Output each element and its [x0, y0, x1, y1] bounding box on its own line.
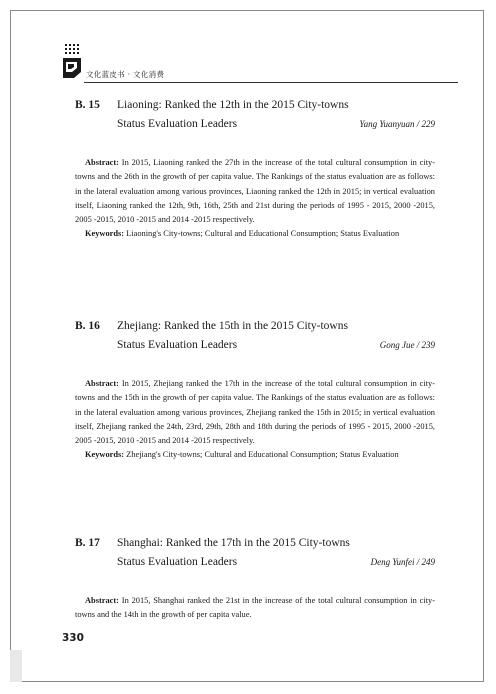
entry-keywords	[75, 227, 435, 241]
toc-entry	[75, 99, 435, 242]
keywords-label: Keywords:	[85, 229, 125, 239]
page-edge-tab	[10, 650, 22, 682]
entry-title-continued: Status Evaluation Leaders	[117, 339, 238, 351]
keywords-text: Zhejiang's City-towns; Cultural and Educational Consumption; Status Evaluation	[124, 450, 399, 460]
entry-number: B. 15	[75, 99, 100, 111]
entry-heading	[75, 99, 435, 143]
keywords-label: Keywords:	[85, 450, 125, 460]
entry-number: B. 17	[75, 537, 100, 549]
series-title: 文化蓝皮书 · 文化消费	[86, 70, 165, 79]
entry-author-page: Yang Yuanyuan / 229	[359, 119, 435, 129]
running-header	[60, 42, 440, 88]
entry-heading	[75, 320, 435, 364]
abstract-label: Abstract:	[85, 596, 119, 605]
entry-keywords	[75, 448, 435, 462]
header-divider	[84, 82, 458, 83]
abstract-label: Abstract:	[85, 379, 119, 388]
page-number: 330	[62, 632, 84, 644]
entry-heading	[75, 537, 435, 581]
book-logo-icon	[60, 42, 86, 80]
abstract-text: In 2015, Liaoning ranked the 27th in the increase of the total cultural consumption in city-towns and the 26th in the growth of per capita value. The Rankings of the status evaluation are as follows: in the lateral evaluation among various provinces, Liaoning ranked the 12th in 2015; in vertical evaluation itself, Liaoning ranked the 12th, 9th, 16th, 25th and 21st during the periods of 1995 - 2015, 2000 -2015, 2005 -2015, 2010 -2015 and 2014 -2015 respectively.	[75, 158, 435, 225]
entry-author-page: Deng Yunfei / 249	[370, 557, 435, 567]
abstract-text: In 2015, Zhejiang ranked the 17th in the increase of the total cultural consumption in city-towns and the 15th in the growth of per capita value. The Rankings of the status evaluation are as follows: in the lateral evaluation among various provinces, Zhejiang ranked the 15th in 2015; in vertical evaluation itself, Zhejiang ranked the 24th, 23rd, 29th, 28th and 18th during the periods of 1995 - 2015, 2000 -2015, 2005 -2015, 2010 -2015 and 2014 -2015 respectively.	[75, 379, 435, 446]
entry-number: B. 16	[75, 320, 100, 332]
entry-author-page: Gong Jue / 239	[379, 340, 435, 350]
abstract-text: In 2015, Shanghai ranked the 21st in the increase of the total cultural consumption in city-towns and the 14th in the growth of per capita value.	[75, 596, 435, 620]
entry-abstract	[75, 377, 435, 448]
entry-title: Zhejiang: Ranked the 15th in the 2015 City-towns	[117, 320, 348, 332]
entry-title-continued: Status Evaluation Leaders	[117, 556, 238, 568]
entry-title: Shanghai: Ranked the 17th in the 2015 City-towns	[117, 537, 350, 549]
entry-abstract	[75, 156, 435, 227]
entry-title-continued: Status Evaluation Leaders	[117, 118, 238, 130]
abstract-label: Abstract:	[85, 158, 119, 167]
toc-entry	[75, 320, 435, 463]
keywords-text: Liaoning's City-towns; Cultural and Educational Consumption; Status Evaluation	[124, 229, 400, 239]
entry-title: Liaoning: Ranked the 12th in the 2015 City-towns	[117, 99, 349, 111]
toc-entry	[75, 537, 435, 623]
entry-abstract	[75, 594, 435, 623]
